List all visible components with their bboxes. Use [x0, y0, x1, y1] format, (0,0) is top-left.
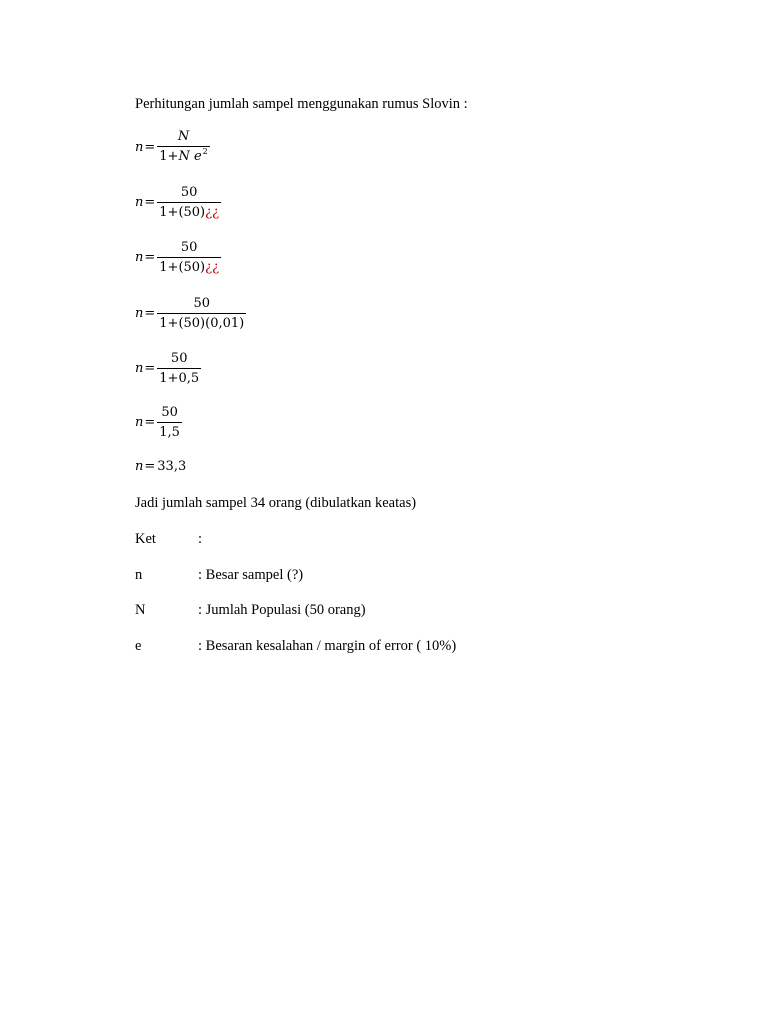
eq-sign: =: [144, 306, 156, 321]
denominator: 1+0,5: [157, 368, 201, 387]
eq-sign: =: [144, 459, 156, 474]
fraction: [157, 404, 182, 441]
eq-lhs: n: [135, 306, 144, 321]
numerator: 50: [180, 185, 198, 200]
numerator: 50: [193, 296, 211, 311]
result-value: 33,3: [157, 459, 187, 474]
numerator: 50: [180, 240, 198, 255]
den-part: 1+(50): [159, 260, 206, 275]
eq-lhs: n: [135, 459, 144, 474]
eq-lhs: n: [135, 195, 144, 210]
eq-lhs: n: [135, 361, 144, 376]
numerator: N: [177, 129, 190, 144]
numerator: 50: [170, 351, 188, 366]
eq-lhs: n: [135, 139, 144, 155]
equation-2: [135, 184, 221, 221]
equation-1: [135, 128, 210, 166]
broken-glyph: ¿¿: [205, 260, 220, 275]
den-part: 1+: [159, 149, 179, 164]
eq-sign: =: [144, 250, 156, 265]
equation-3: [135, 239, 221, 276]
denominator: [157, 257, 221, 276]
equation-6: [135, 404, 182, 441]
broken-glyph: ¿¿: [205, 205, 220, 220]
fraction: [157, 128, 209, 166]
ket-description: : Jumlah Populasi (50 orang): [198, 602, 366, 618]
fraction: [157, 350, 201, 387]
ket-description: : Besar sampel (?): [198, 567, 304, 583]
fraction: [157, 239, 221, 276]
eq-sign: =: [144, 195, 156, 210]
eq-sign: =: [144, 361, 156, 376]
ket-label: Ket: [135, 531, 156, 547]
ket-symbol: N: [135, 602, 146, 618]
den-part: 1+(50): [159, 205, 206, 220]
exponent: 2: [202, 147, 208, 156]
ket-description: : Besaran kesalahan / margin of error ( 10%): [198, 638, 457, 654]
equation-4: [135, 295, 246, 332]
denominator: 1+(50)(0,01): [157, 313, 246, 332]
intro-text: Perhitungan jumlah sampel menggunakan rumus Slovin :: [135, 96, 468, 112]
fraction: [157, 184, 221, 221]
den-part: N e: [178, 149, 202, 164]
ket-colon: :: [198, 531, 203, 547]
eq-lhs: n: [135, 415, 144, 430]
equation-7: [135, 459, 186, 474]
ket-symbol: e: [135, 638, 142, 654]
equation-5: [135, 350, 201, 387]
eq-lhs: n: [135, 250, 144, 265]
eq-sign: =: [144, 415, 156, 430]
fraction: [157, 295, 246, 332]
denominator: [157, 146, 209, 166]
numerator: 50: [161, 405, 178, 420]
ket-symbol: n: [135, 567, 143, 583]
denominator: 1,5: [157, 422, 182, 441]
denominator: [157, 202, 221, 221]
conclusion-text: Jadi jumlah sampel 34 orang (dibulatkan keatas): [135, 495, 417, 511]
eq-sign: =: [144, 139, 156, 155]
